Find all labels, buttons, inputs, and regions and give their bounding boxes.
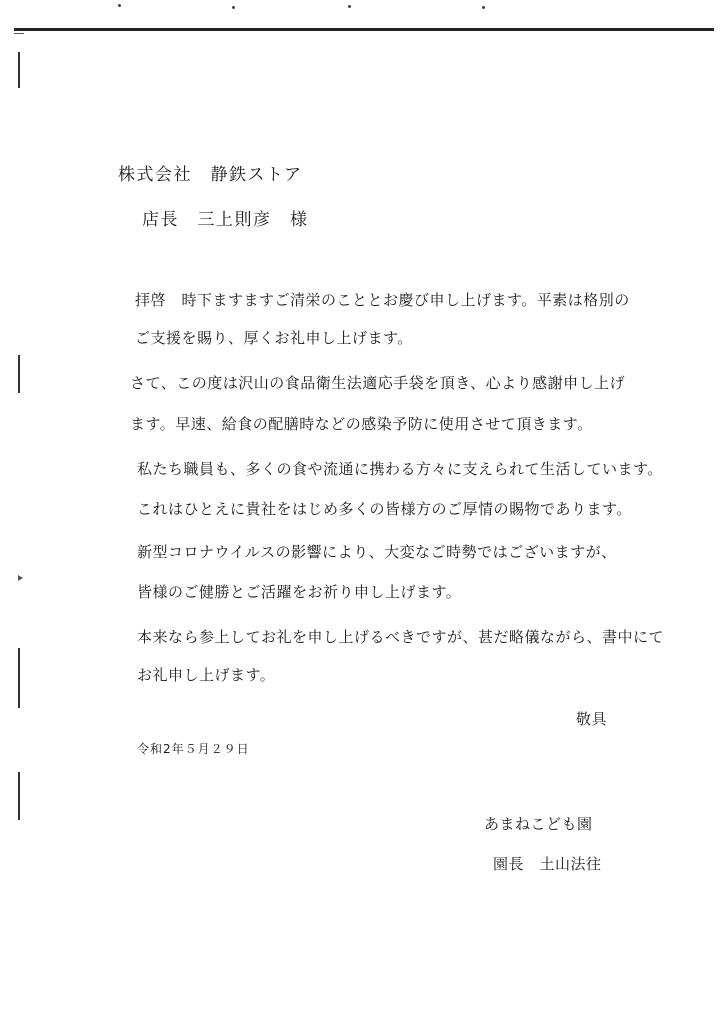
scan-mark xyxy=(18,648,20,708)
scan-mark xyxy=(18,52,20,88)
body-line-7: 新型コロナウイルスの影響により、大変なご時勢ではございますが、 xyxy=(137,543,617,561)
body-line-4: ます。早速、給食の配膳時などの感染予防に使用させて頂きます。 xyxy=(130,415,593,433)
body-line-10: お礼申し上げます。 xyxy=(137,666,276,684)
scan-mark xyxy=(18,355,20,393)
body-line-8: 皆様のご健勝とご活躍をお祈り申し上げます。 xyxy=(137,583,462,601)
top-border-line xyxy=(14,28,714,31)
closing-phrase: 敬具 xyxy=(576,710,608,728)
recipient-company: 株式会社 静鉄ストア xyxy=(118,165,303,185)
scan-mark xyxy=(18,772,20,820)
body-line-5: 私たち職員も、多くの食や流通に携わる方々に支えられて生活しています。 xyxy=(137,460,663,478)
sender-organization: あまねこども園 xyxy=(484,815,593,833)
body-line-6: これはひとえに貴社をはじめ多くの皆様方のご厚情の賜物であります。 xyxy=(137,500,632,518)
scan-speck xyxy=(118,4,121,7)
body-line-3: さて、この度は沢山の食品衛生法適応手袋を頂き、心より感謝申し上げ xyxy=(130,374,626,392)
letter-date: 令和2年５月２９日 xyxy=(137,742,250,756)
scan-speck xyxy=(482,6,485,9)
scan-artifact xyxy=(14,33,24,34)
scan-arrow-mark xyxy=(18,575,23,581)
body-line-9: 本来なら参上してお礼を申し上げるべきですが、甚だ略儀ながら、書中にて xyxy=(137,628,665,646)
body-line-2: ご支援を賜り、厚くお礼申し上げます。 xyxy=(135,329,413,347)
scan-speck xyxy=(348,5,351,8)
body-line-1: 拝啓 時下ますますご清栄のこととお慶び申し上げます。平素は格別の xyxy=(135,291,630,309)
recipient-person: 店長 三上則彦 様 xyxy=(142,210,309,230)
scan-speck xyxy=(232,6,235,9)
sender-person: 園長 土山法往 xyxy=(493,855,602,873)
